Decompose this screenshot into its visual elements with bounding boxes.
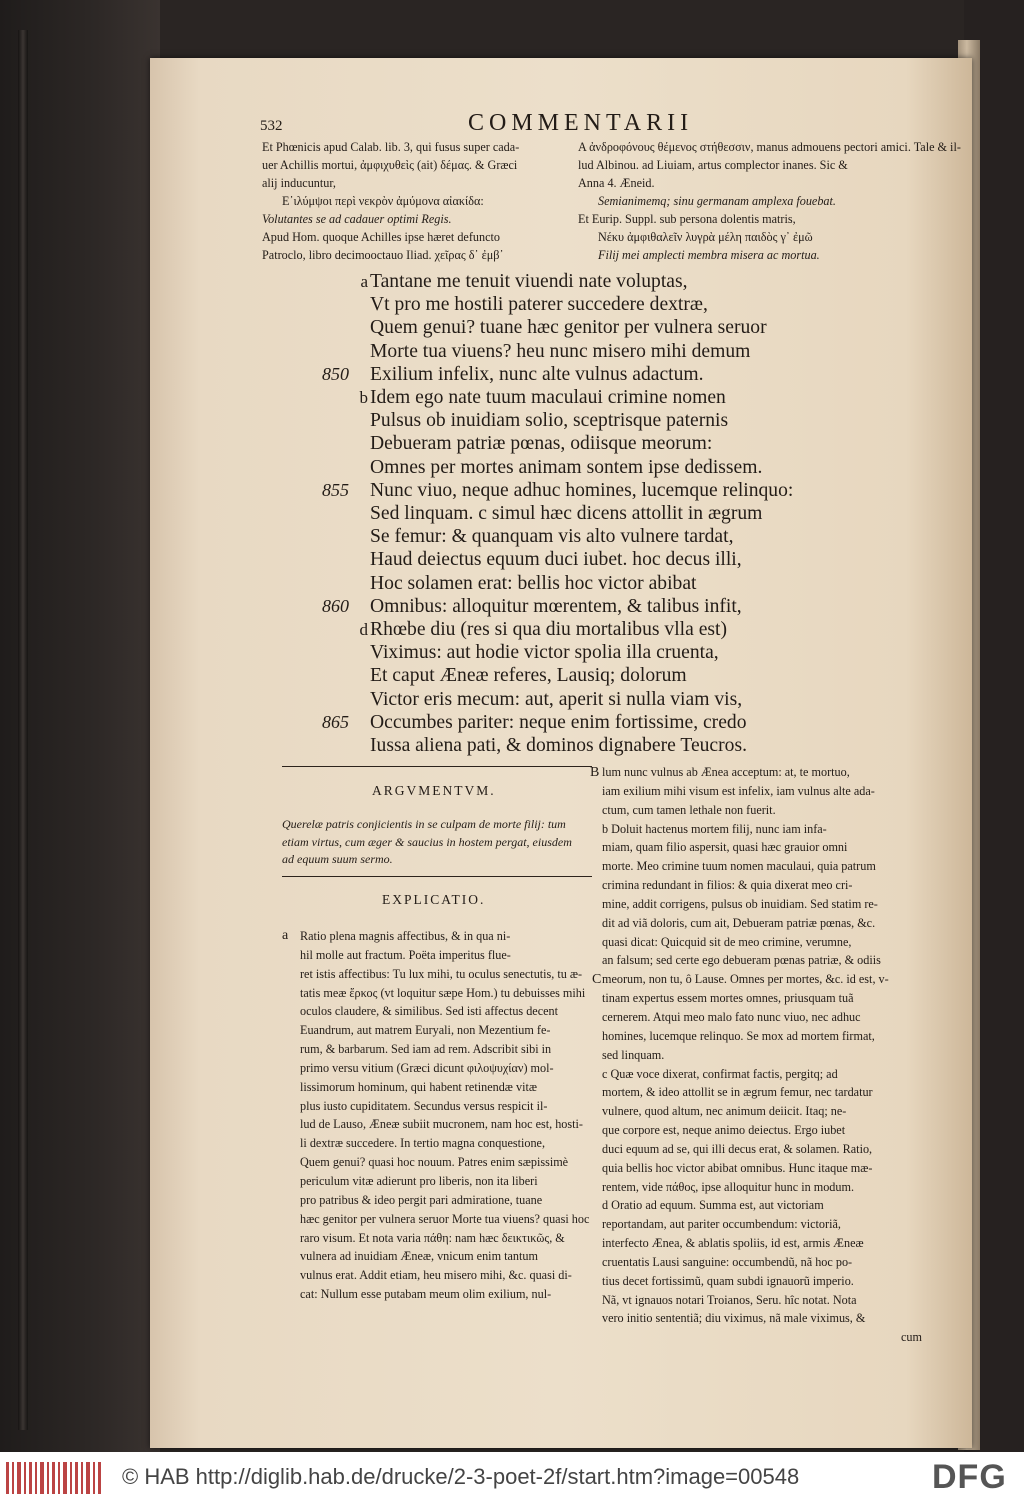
- verse-text: Debueram patriæ pœnas, odiisque meorum:: [370, 433, 713, 455]
- verse-line: [336, 432, 793, 455]
- verse-line: [336, 572, 793, 595]
- explicatio-line: raro visum. Et nota varia πάθη: nam hæc δεικτικῶς, &: [300, 1230, 565, 1245]
- commentary-line: miam, quam filio aspersit, quasi hæc grauior omni: [602, 840, 848, 855]
- verse-text: Occumbes pariter: neque enim fortissime, credo: [370, 711, 747, 733]
- commentary-line: reportandam, aut pariter occumbendum: victoriã,: [602, 1217, 841, 1232]
- verse-text: Exilium infelix, nunc alte vulnus adactum.: [370, 363, 704, 385]
- verse-line: [336, 316, 793, 339]
- barcode-icon: [6, 1462, 106, 1494]
- verse-line: [336, 688, 793, 711]
- commentary-line: que corpore est, neque animo deiectus. Ergo iubet: [602, 1123, 846, 1138]
- commentary-line: interfecto Ænea, & ablatis spoliis, id est, armis Æneæ: [602, 1236, 864, 1251]
- column-letter-c: C: [592, 972, 602, 987]
- commentary-line: vulnere, quod altum, nec animum deiicit. Itaq; ne-: [602, 1104, 847, 1119]
- explicatio-line: Quem genui? quasi hoc nouum. Patres enim sæpissimè: [300, 1155, 569, 1170]
- top-notes-left: [262, 138, 519, 264]
- argumentum-line: Querelæ patris conjicientis in se culpam de morte filij: tum: [282, 817, 566, 831]
- commentary-line: tius decet fortissimũ, quam subdi ignauorũ imperio.: [602, 1273, 854, 1288]
- explicatio-text: [300, 927, 612, 1304]
- commentary-line: mortem, & ideo attollit se in ægrum femur, nec tardatur: [602, 1085, 873, 1100]
- commentary-line: tinam expertus essem mortes omnes, priusquam tuã: [602, 991, 854, 1006]
- commentary-line: crimina redundant in filios: & quia dixerat meo cri-: [602, 878, 853, 893]
- verse-line: [336, 664, 793, 687]
- commentary-line: dit ad viã doloris, cum ait, Debueram patriæ pœnas, &c.: [602, 915, 876, 930]
- verse-number: 850: [322, 363, 349, 384]
- note-line: Anna 4. Æneid.: [578, 176, 655, 190]
- verse-line: [336, 641, 793, 664]
- verse-number: 855: [322, 479, 349, 500]
- explicatio-line: ret istis affectibus: Tu lux mihi, tu oculus senectutis, tu æ-: [300, 966, 583, 981]
- verse-text: Morte tua viuens? heu nunc misero mihi demum: [370, 340, 751, 362]
- verse-line: [336, 734, 793, 757]
- commentary-line: b Doluit hactenus mortem filij, nunc iam infa-: [602, 821, 827, 836]
- verse-number: 865: [322, 711, 349, 732]
- commentary-line: homines, lucemque relinquo. Se mox ad mortem firmat,: [602, 1028, 875, 1043]
- commentary-line: cernerem. Atqui meo malo fato nunc viuo, nec adhuc: [602, 1009, 861, 1024]
- verse-text: Quem genui? tuane hæc genitor per vulnera seruor: [370, 317, 767, 339]
- verse-text: Rhœbe diu (res si qua diu mortalibus vlla est): [370, 619, 727, 641]
- explicatio-line: oculos claudere, & similibus. Sed isti affectus decent: [300, 1004, 559, 1019]
- verse-number: 860: [322, 595, 349, 616]
- verse-text: Vt pro me hostili paterer succedere dextræ,: [370, 294, 708, 316]
- commentary-line: lum nunc vulnus ab Ænea acceptum: at, te mortuo,: [602, 765, 850, 779]
- commentary-line: quasi dicat: Quicquid sit de meo crimine, verumne,: [602, 934, 852, 949]
- commentary-right-column: [602, 763, 922, 1347]
- verse-text: Iussa aliena pati, & dominos dignabere Teucros.: [370, 735, 747, 757]
- verse-text: Tantane me tenuit viuendi nate voluptas,: [370, 271, 688, 292]
- verse-text: Et caput Æneæ referes, Lausiq; dolorum: [370, 665, 687, 687]
- commentary-line: ctum, cum tamen lethale non fuerit.: [602, 802, 776, 817]
- note-line: Et Eurip. Suppl. sub persona dolentis matris,: [578, 212, 796, 226]
- rule-line: [282, 876, 592, 877]
- commentary-line: vero initio sententiã; diu viximus, nã male viximus, &: [602, 1311, 866, 1326]
- verse-line: [336, 502, 793, 525]
- note-line: Νέκυ ἀμφιθαλεῖν λυγρὰ μέλη παιδὸς γ᾽ ἐμῶ: [598, 230, 813, 244]
- note-marker-a: a: [282, 928, 289, 943]
- explicatio-line: hæc genitor per vulnera seruor Morte tua viuens? quasi hoc: [300, 1211, 590, 1226]
- verse-line: [322, 595, 793, 618]
- commentary-line: morte. Meo crimine tuum nomen maculaui, quia patrum: [602, 859, 876, 874]
- verse-text: Nunc viuo, neque adhuc homines, lucemque relinquo:: [370, 479, 794, 501]
- footer-bar: [0, 1452, 1024, 1502]
- verse-text: Hoc solamen erat: bellis hoc victor abibat: [370, 572, 697, 594]
- verse-line: [336, 456, 793, 479]
- commentary-line: cum: [901, 1330, 922, 1345]
- argumentum-line: etiam virtus, cum æger & saucius in hostem pergat, eiusdem: [282, 834, 572, 849]
- argumentum-text: [282, 816, 592, 869]
- explicatio-line: primo versu vitium (Græci dicunt φιλοψυχίαν) mol-: [300, 1060, 554, 1075]
- verse-note-letter: d: [359, 620, 368, 640]
- explicatio-heading: EXPLICATIO.: [382, 892, 486, 907]
- explicatio-line: lud de Lauso, Æneæ subiit mucronem, nam hoc est, hosti-: [300, 1117, 583, 1132]
- note-line: Patroclo, libro decimooctauo Iliad. χεῖρας δ᾽ ἐμβ᾽: [262, 248, 504, 262]
- commentary-line: c Quæ voce dixerat, confirmat factis, pergitq; ad: [602, 1066, 838, 1081]
- explicatio-line: Ratio plena magnis affectibus, & in qua ni-: [300, 929, 511, 943]
- commentary-line: Nã, vt ignauos notari Troianos, Seru. hîc notat. Nota: [602, 1292, 857, 1307]
- note-line: alij inducuntur,: [262, 176, 336, 190]
- book-page: [150, 58, 972, 1448]
- verse-text: Idem ego nate tuum maculaui crimine nomen: [370, 387, 726, 409]
- commentary-line: mine, addit corrigens, pulsus ob inuidiam. Sed statim re-: [602, 896, 878, 911]
- verse-note-letter: b: [359, 388, 368, 408]
- explicatio-line: vulnera ad inuidiam Æneæ, vnicum enim tantum: [300, 1249, 538, 1264]
- commentary-line: sed linquam.: [602, 1047, 665, 1062]
- argumentum-heading: ARGVMENTVM.: [372, 783, 496, 798]
- note-line: Volutantes se ad cadauer optimi Regis.: [262, 212, 452, 226]
- explicatio-line: pro patribus & ideo pergit pari admiratione, tuane: [300, 1192, 543, 1207]
- explicatio-line: cat: Nullum esse putabam meum olim exilium, nul-: [300, 1287, 552, 1302]
- note-line: Filij mei amplecti membra misera ac mortua.: [598, 248, 820, 262]
- note-line: Ε᾽ιλύμψοι περὶ νεκρὸν ἀμύμονα αἰακίδα:: [282, 194, 484, 208]
- explicatio-line: plus iusto cupiditatem. Secundus versus respicit il-: [300, 1098, 548, 1113]
- note-line: Semianimemq; sinu germanam amplexa fouebat.: [598, 194, 836, 208]
- verse-text: Sed linquam. c simul hæc dicens attollit in ægrum: [370, 503, 763, 525]
- argumentum-line: ad equum suum sermo.: [282, 852, 393, 866]
- binding-fold: [18, 30, 28, 1430]
- verse-line: [336, 293, 793, 316]
- explicatio-line: rum, & barbarum. Sed iam ad rem. Adscribit sibi in: [300, 1042, 552, 1057]
- verse-line: [336, 340, 793, 363]
- rule-line: [282, 766, 592, 767]
- verse-text: Viximus: aut hodie victor spolia illa cruenta,: [370, 642, 719, 664]
- verse-line: [336, 409, 793, 432]
- verse-text: Haud deiectus equum duci iubet. hoc decus illi,: [370, 549, 742, 571]
- verse-line: [322, 479, 794, 502]
- explicatio-line: vulnus erat. Addit etiam, heu misero mihi, &c. quasi di-: [300, 1268, 572, 1283]
- copyright-url[interactable]: © HAB http://diglib.hab.de/drucke/2-3-poet-2f/start.htm?image=00548: [122, 1464, 800, 1489]
- commentary-line: d Oratio ad equum. Summa est, aut victoriam: [602, 1198, 824, 1213]
- explicatio-line: tatis meæ ἕρκος (vt loquitur sæpe Hom.) tu debuisses mihi: [300, 985, 586, 1000]
- verse-line: [336, 618, 793, 641]
- verse-line: [322, 711, 793, 734]
- note-line: uer Achillis mortui, ἀμφιχυθεὶς (ait) δέμας. & Græci: [262, 158, 518, 172]
- verse-line: [336, 270, 793, 293]
- column-letter-b: B: [590, 765, 600, 780]
- dfg-logo: DFG: [932, 1458, 1007, 1496]
- running-title: COMMENTARII: [468, 110, 694, 136]
- note-line: Et Phœnicis apud Calab. lib. 3, qui fusus super cada-: [262, 140, 520, 154]
- commentary-line: quia bellis hoc victor abibat omnibus. Hunc itaque mæ-: [602, 1160, 873, 1175]
- verse-text: Pulsus ob inuidiam solio, sceptrisque paternis: [370, 410, 729, 432]
- note-line: lud Albinou. ad Liuiam, artus complector inanes. Sic &: [578, 158, 848, 172]
- verse-text: Victor eris mecum: aut, aperit si nulla viam vis,: [370, 688, 743, 710]
- top-notes-right: [578, 138, 961, 264]
- left-book-board: [0, 0, 160, 1452]
- explicatio-line: periculum vitæ adierunt pro liberis, non ita liberi: [300, 1173, 538, 1188]
- page-number: 532: [260, 118, 283, 134]
- note-line: Apud Hom. quoque Achilles ipse hæret defuncto: [262, 230, 500, 244]
- verse-text: Omnibus: alloquitur mœrentem, & talibus infit,: [370, 595, 742, 617]
- verse-text: Omnes per mortes animam sontem ipse dedissem.: [370, 456, 763, 478]
- commentary-line: cruentatis Lausi sanguine: occumbendũ, nã hoc po-: [602, 1254, 853, 1269]
- explicatio-line: li dextræ succedere. In tertio magna conquestione,: [300, 1136, 546, 1151]
- note-line: A ἀνδροφόνους θέμενος στήθεσσιν, manus admouens pectori amici. Tale & il-: [578, 140, 961, 154]
- verse-line: [336, 386, 793, 409]
- commentary-line: an falsum; sed certe ego debueram pœnas patriæ, & odiis: [602, 953, 881, 968]
- explicatio-line: lissimorum hominum, qui habent retinendæ vitæ: [300, 1079, 537, 1094]
- commentary-line: duci equum ad se, qui illi decus erat, & solamen. Ratio,: [602, 1141, 873, 1156]
- verse-text: Se femur: & quanquam vis alto vulnere tardat,: [370, 526, 734, 548]
- commentary-line: iam exilium mihi visum est infelix, iam vulnus alte ada-: [602, 783, 875, 798]
- verse-line: [336, 525, 793, 548]
- explicatio-line: hil molle aut fractum. Poëta imperitus flue-: [300, 947, 511, 962]
- commentary-line: meorum, non tu, ô Lause. Omnes per mortes, &c. id est, v-: [602, 972, 889, 987]
- verse-block: [322, 270, 794, 757]
- verse-line: [322, 363, 793, 386]
- commentary-line: rentem, vide πάθος, ipse alloquitur hunc in modum.: [602, 1179, 855, 1194]
- verse-note-letter: a: [360, 272, 368, 291]
- explicatio-line: Euandrum, aut matrem Euryali, non Mezentium fe-: [300, 1023, 551, 1038]
- verse-line: [336, 548, 793, 571]
